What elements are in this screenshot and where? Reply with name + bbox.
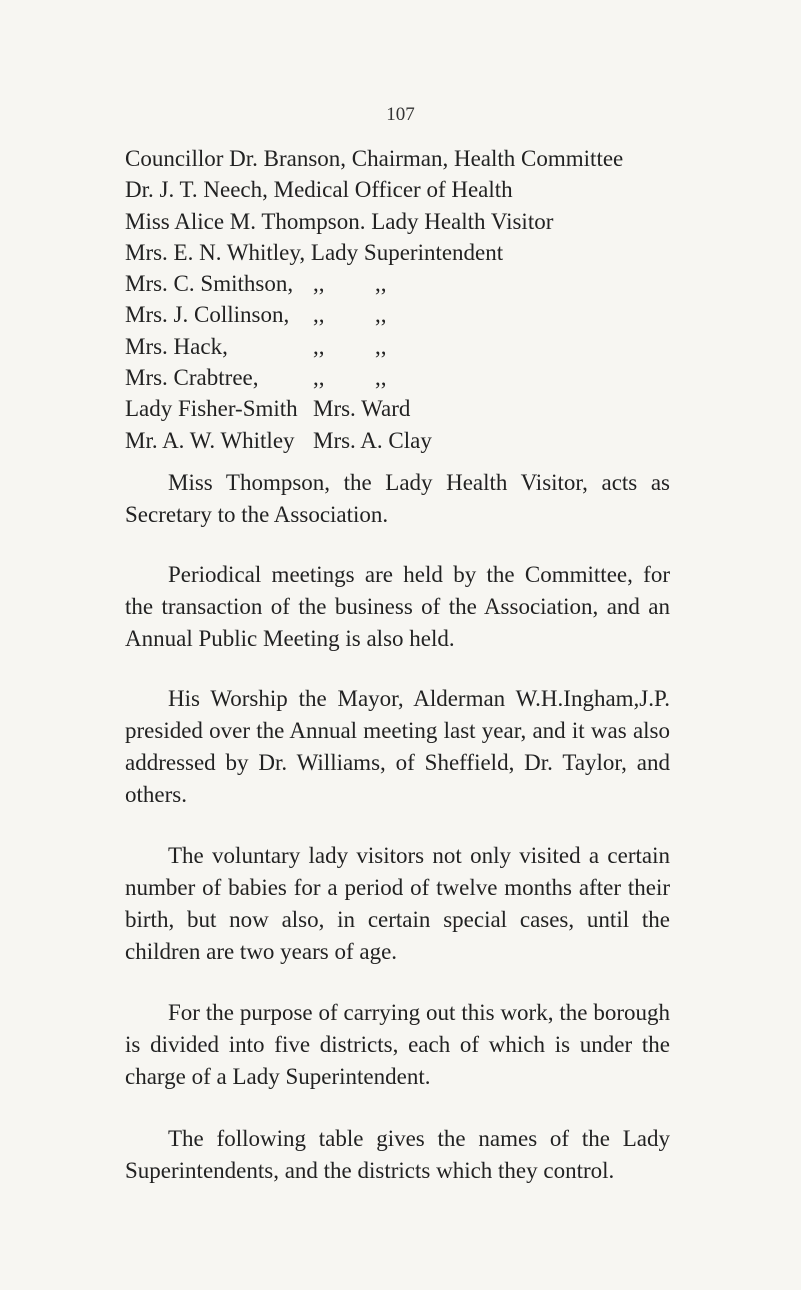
officer-lady-superintendent: Mrs. E. N. Whitley, Lady Superintendent (125, 239, 504, 265)
member-row (125, 393, 623, 424)
ditto-mark: ,, (375, 271, 387, 297)
paragraph-annual-meeting: His Worship the Mayor, Alderman W.H.Ingham,J.P. presided over the Annual meeting last year, and it was also addressed by Dr. Williams, of Sheffield, Dr. Taylor, and others. (125, 686, 670, 807)
superintendent-row (125, 299, 623, 330)
member-name-left: Lady Fisher-Smith (125, 396, 298, 422)
ditto-mark: ,, (375, 365, 387, 391)
committee-roster (125, 143, 623, 456)
superintendent-name: Mrs. J. Collinson, (125, 302, 290, 328)
officer-chairman: Councillor Dr. Branson, Chairman, Health Committee (125, 146, 624, 171)
paragraph-secretary: Miss Thompson, the Lady Health Visitor, acts as Secretary to the Association. (125, 470, 670, 527)
superintendent-name: Mrs. C. Smithson, (125, 271, 294, 297)
superintendent-name: Mrs. Crabtree, (125, 365, 259, 391)
ditto-mark: ,, (313, 365, 325, 391)
superintendent-row (125, 331, 623, 362)
ditto-mark: ,, (313, 302, 325, 328)
page-number: 107 (386, 104, 415, 125)
member-row (125, 425, 623, 456)
ditto-mark: ,, (313, 333, 325, 359)
officer-medical: Dr. J. T. Neech, Medical Officer of Health (125, 177, 513, 203)
ditto-mark: ,, (313, 271, 325, 297)
paragraph-table-intro: The following table gives the names of the Lady Superintendents, and the districts which they control. (125, 1126, 670, 1183)
superintendent-row (125, 362, 623, 393)
ditto-mark: ,, (375, 333, 387, 359)
paragraph-districts: For the purpose of carrying out this work, the borough is divided into five districts, each of which is under the charge of a Lady Superintendent. (125, 1000, 670, 1089)
paragraph-voluntary-visitors: The voluntary lady visitors not only visited a certain number of babies for a period of twelve months after their birth, but now also, in certain special cases, until the children are two years of age. (125, 843, 670, 964)
member-name-left: Mr. A. W. Whitley (125, 427, 295, 453)
superintendent-name: Mrs. Hack, (125, 333, 228, 359)
member-name-right: Mrs. Ward (313, 396, 411, 422)
member-name-right: Mrs. A. Clay (313, 427, 432, 453)
ditto-mark: ,, (375, 302, 387, 328)
paragraph-meetings: Periodical meetings are held by the Committee, for the transaction of the business of the Association, and an Annual Public Meeting is also held. (125, 562, 670, 651)
officer-health-visitor: Miss Alice M. Thompson. Lady Health Visitor (125, 208, 554, 234)
superintendent-row (125, 268, 623, 299)
